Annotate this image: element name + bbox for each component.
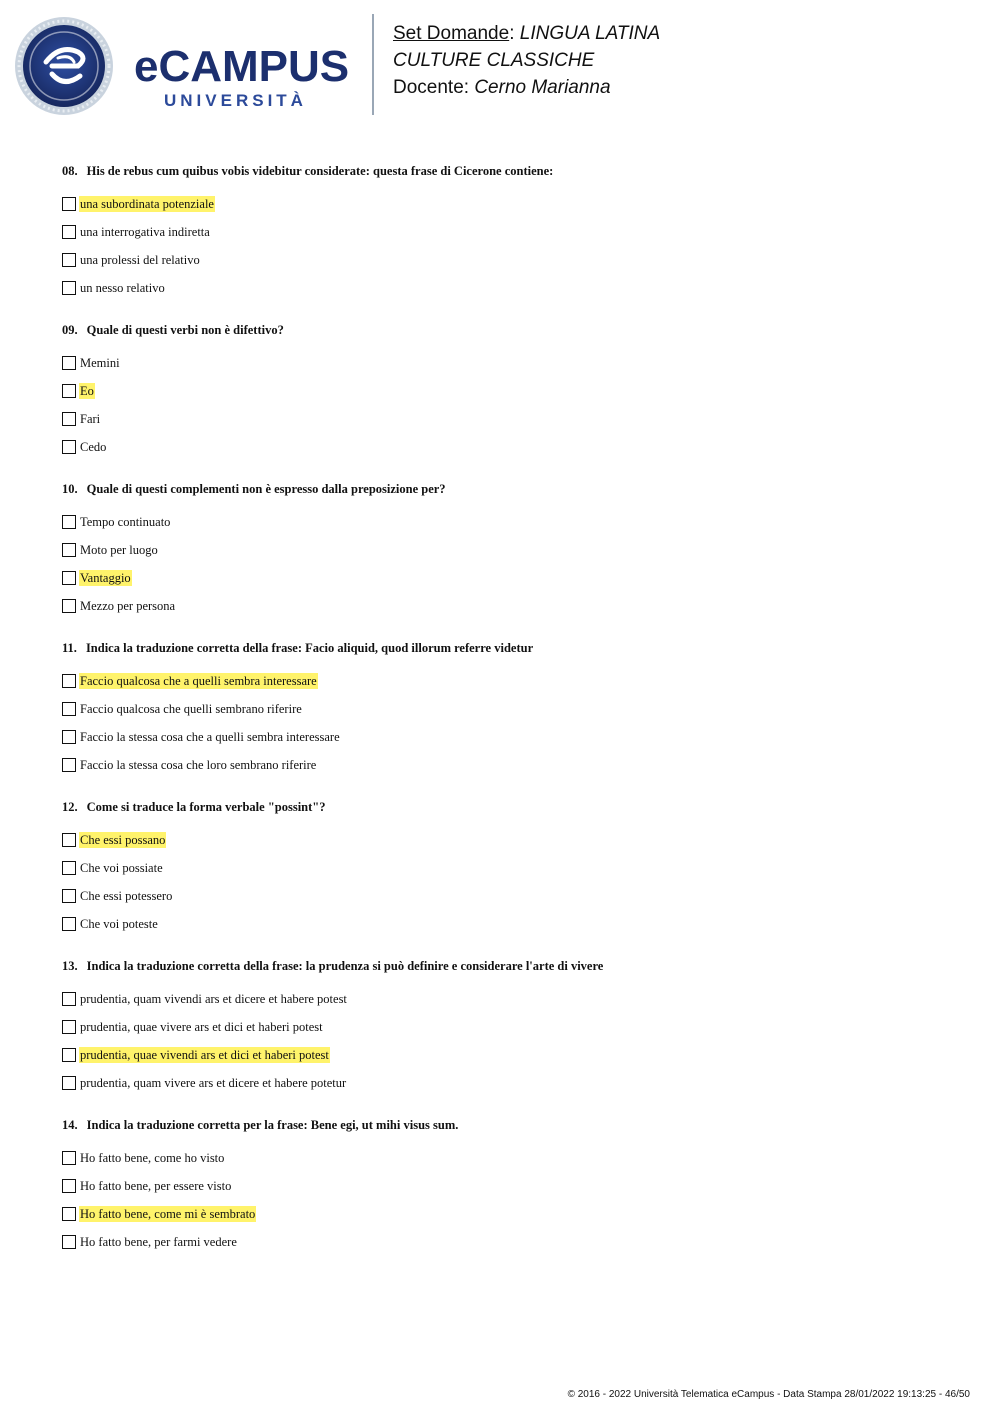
set-line-3 [393,74,660,101]
page-header [0,0,1000,130]
question-title [62,957,962,975]
set-colon: : [509,23,515,44]
answer-option[interactable] [62,723,962,751]
header-divider [372,14,374,115]
question-text: Quale di questi complementi non è espresso dalla preposizione per? [86,482,446,496]
question-text: His de rebus cum quibus vobis videbitur considerate: questa frase di Cicerone contiene: [86,164,554,178]
teacher-name: Cerno Marianna [474,77,611,98]
answer-checkbox[interactable] [62,1235,76,1249]
question-title [62,1116,962,1134]
answer-checkbox[interactable] [62,702,76,716]
answer-checkbox[interactable] [62,515,76,529]
answer-checkbox[interactable] [62,543,76,557]
answer-checkbox[interactable] [62,833,76,847]
question-number: 10. [62,482,78,496]
answer-text-highlighted: Ho fatto bene, come mi è sembrato [80,1207,256,1221]
page-footer: © 2016 - 2022 Università Telematica eCampus - Data Stampa 28/01/2022 19:13:25 - 46/50 [567,1389,970,1400]
question-title [62,639,962,657]
answer-text-highlighted: Vantaggio [80,571,131,585]
answer-text: Moto per luogo [80,543,158,557]
answer-option[interactable] [62,377,962,405]
logo-wordmark: eCAMPUS [134,42,350,91]
answer-option[interactable] [62,826,962,854]
answer-checkbox[interactable] [62,992,76,1006]
answer-text: una interrogativa indiretta [80,225,210,239]
answer-text: Ho fatto bene, per farmi vedere [80,1235,237,1249]
question-list [62,162,962,1275]
answer-checkbox[interactable] [62,281,76,295]
answer-checkbox[interactable] [62,917,76,931]
answer-checkbox[interactable] [62,730,76,744]
answer-text: Faccio la stessa cosa che loro sembrano riferire [80,758,317,772]
answer-checkbox[interactable] [62,758,76,772]
answer-text: Ho fatto bene, per essere visto [80,1179,232,1193]
answer-checkbox[interactable] [62,889,76,903]
answer-option[interactable] [62,1069,962,1097]
answer-checkbox[interactable] [62,1076,76,1090]
answer-option[interactable] [62,218,962,246]
answer-text: Ho fatto bene, come ho visto [80,1151,225,1165]
logo-subtitle: UNIVERSITÀ [164,91,307,110]
answer-option[interactable] [62,274,962,302]
question-block [62,162,962,302]
answer-option[interactable] [62,508,962,536]
question-title [62,798,962,816]
question-text: Quale di questi verbi non è difettivo? [86,323,284,337]
answer-option[interactable] [62,1172,962,1200]
answer-option[interactable] [62,1013,962,1041]
question-title [62,321,962,339]
answer-text-highlighted: Che essi possano [80,833,166,847]
answer-option[interactable] [62,667,962,695]
answer-text: una prolessi del relativo [80,253,200,267]
answer-text: un nesso relativo [80,281,165,295]
set-info [393,20,660,101]
question-block [62,798,962,938]
set-label: Set Domande [393,23,510,44]
answer-text: Che voi possiate [80,861,163,875]
subject-name: LINGUA LATINA [519,23,661,44]
question-number: 08. [62,164,78,178]
answer-checkbox[interactable] [62,1151,76,1165]
answer-option[interactable] [62,349,962,377]
question-number: 13. [62,959,78,973]
answer-text: prudentia, quam vivendi ars et dicere et habere potest [80,992,347,1006]
answer-text: Che essi potessero [80,889,173,903]
answer-checkbox[interactable] [62,225,76,239]
answer-checkbox[interactable] [62,1207,76,1221]
question-title [62,480,962,498]
answer-text-highlighted: una subordinata potenziale [80,197,214,211]
answer-text: Memini [80,356,120,370]
answer-option[interactable] [62,536,962,564]
answer-text-highlighted: prudentia, quae vivendi ars et dici et haberi potest [80,1048,329,1062]
answer-checkbox[interactable] [62,674,76,688]
answer-text-highlighted: Eo [80,384,94,398]
answer-option[interactable] [62,190,962,218]
question-number: 09. [62,323,78,337]
answer-option[interactable] [62,695,962,723]
answer-text: prudentia, quae vivere ars et dici et haberi potest [80,1020,323,1034]
answer-text-highlighted: Faccio qualcosa che a quelli sembra interessare [80,674,317,688]
answer-text: Mezzo per persona [80,599,176,613]
answer-option[interactable] [62,1144,962,1172]
question-block [62,1116,962,1256]
answer-option[interactable] [62,751,962,779]
answer-option[interactable] [62,592,962,620]
answer-option[interactable] [62,1228,962,1256]
question-number: 14. [62,1118,78,1132]
answer-option[interactable] [62,433,962,461]
answer-text: Fari [80,412,101,426]
answer-checkbox[interactable] [62,1048,76,1062]
set-line-2 [393,47,660,74]
answer-checkbox[interactable] [62,440,76,454]
answer-option[interactable] [62,854,962,882]
answer-checkbox[interactable] [62,197,76,211]
question-number: 12. [62,800,78,814]
ecampus-logo [14,14,359,118]
answer-option[interactable] [62,564,962,592]
question-text: Come si traduce la forma verbale "possint"? [86,800,326,814]
answer-checkbox[interactable] [62,253,76,267]
answer-option[interactable] [62,882,962,910]
answer-option[interactable] [62,985,962,1013]
answer-option[interactable] [62,405,962,433]
answer-text: Faccio qualcosa che quelli sembrano riferire [80,702,302,716]
teacher-label: Docente: [393,77,470,98]
question-block [62,957,962,1097]
question-text: Indica la traduzione corretta per la frase: Bene egi, ut mihi visus sum. [86,1118,459,1132]
set-line-1 [393,20,660,47]
answer-text: Faccio la stessa cosa che a quelli sembra interessare [80,730,340,744]
subject-name-line2: CULTURE CLASSICHE [393,50,595,71]
question-block [62,321,962,461]
answer-text: Che voi poteste [80,917,158,931]
answer-text: Cedo [80,440,107,454]
question-text: Indica la traduzione corretta della frase: la prudenza si può definire e considerare l'arte di vivere [86,959,604,973]
answer-checkbox[interactable] [62,1179,76,1193]
question-title [62,162,962,180]
answer-option[interactable] [62,246,962,274]
ecampus-logo-graphic [14,14,359,118]
answer-text: Tempo continuato [80,515,171,529]
question-block [62,480,962,620]
answer-option[interactable] [62,1041,962,1069]
answer-checkbox[interactable] [62,356,76,370]
answer-checkbox[interactable] [62,412,76,426]
question-number: 11. [62,641,77,655]
answer-text: prudentia, quam vivere ars et dicere et habere potetur [80,1076,347,1090]
answer-checkbox[interactable] [62,571,76,585]
answer-checkbox[interactable] [62,1020,76,1034]
answer-checkbox[interactable] [62,599,76,613]
question-text: Indica la traduzione corretta della frase: Facio aliquid, quod illorum referre videtur [85,641,534,655]
answer-checkbox[interactable] [62,861,76,875]
answer-option[interactable] [62,910,962,938]
answer-checkbox[interactable] [62,384,76,398]
answer-option[interactable] [62,1200,962,1228]
question-block [62,639,962,779]
